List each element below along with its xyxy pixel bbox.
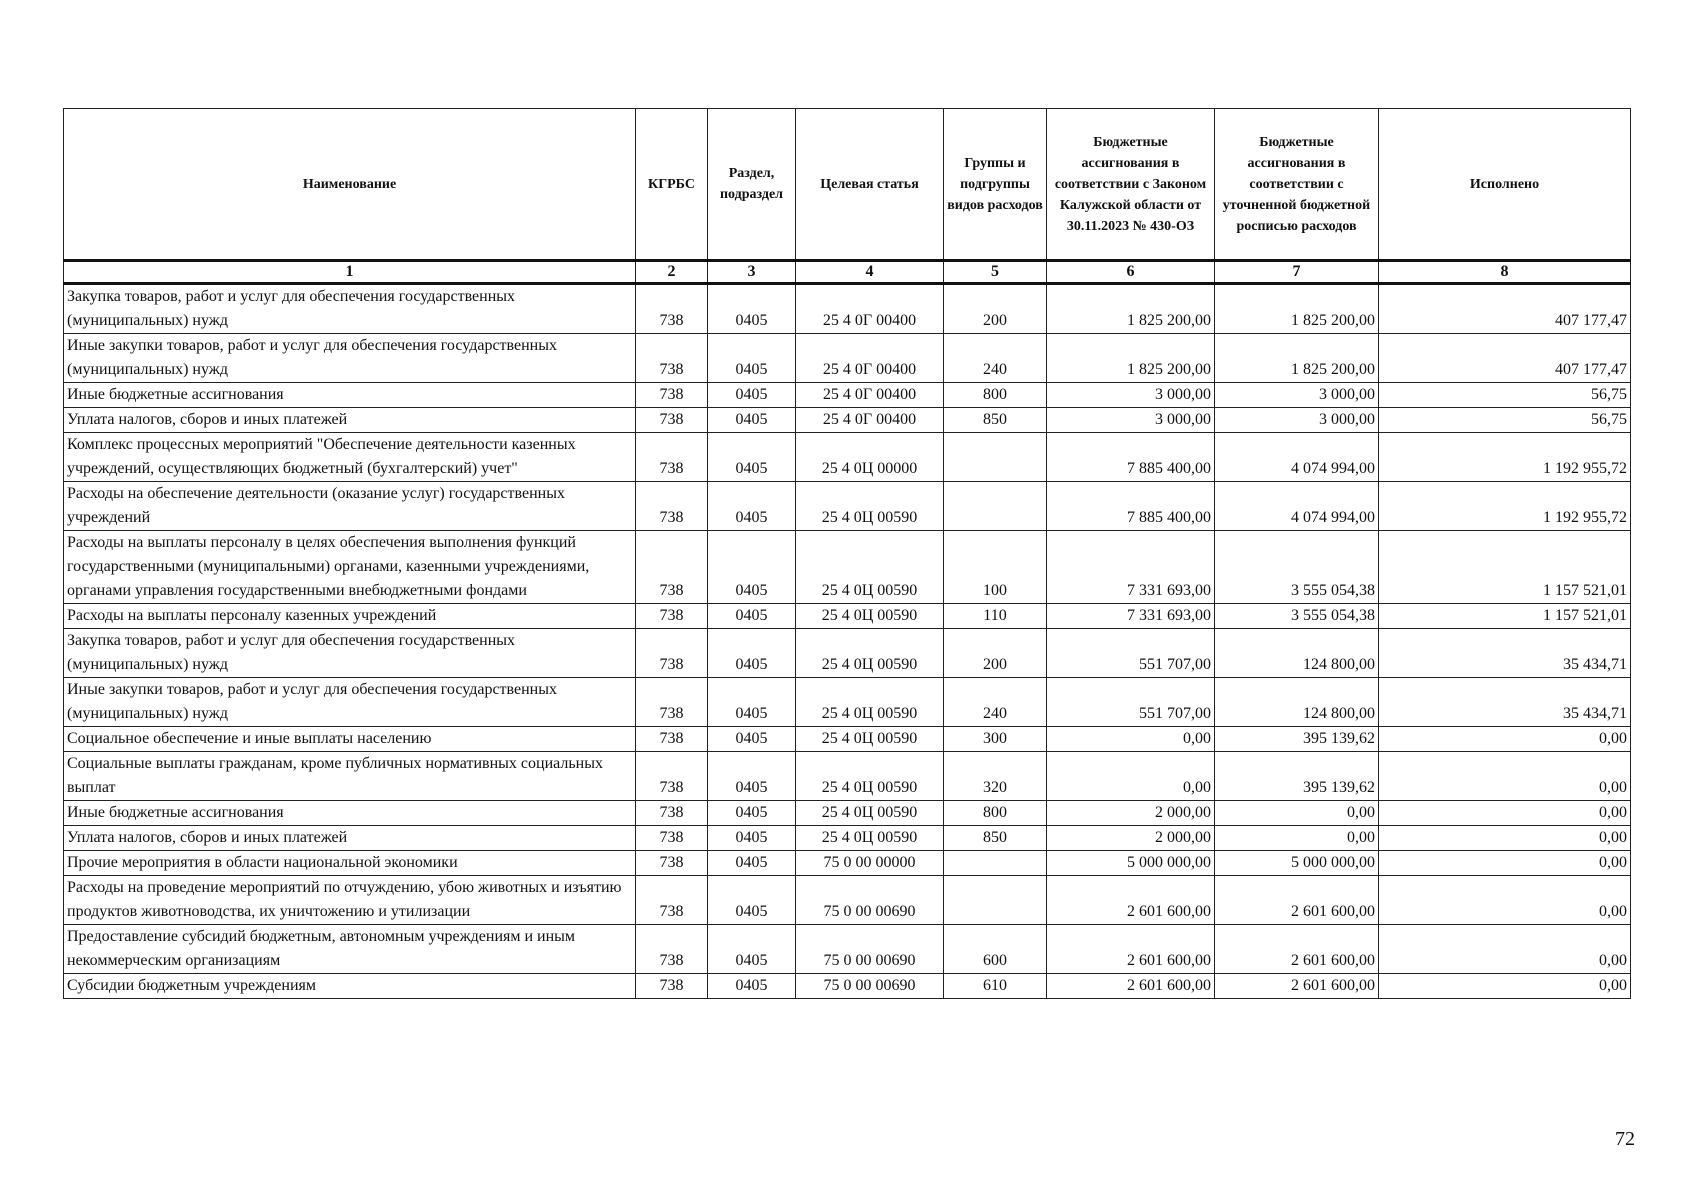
col-header-law-allocation: Бюджетные ассигнования в соответствии с Законом Калужской области от 30.11.2023 № 430-ОЗ xyxy=(1047,109,1215,261)
cell-name: Расходы на проведение мероприятий по отчуждению, убою животных и изъятию продуктов животноводства, их уничтожению и утилизации xyxy=(64,876,636,925)
cell-schedule-allocation: 2 601 600,00 xyxy=(1215,876,1379,925)
cell-expense-type: 610 xyxy=(944,974,1047,999)
cell-name: Предоставление субсидий бюджетным, автономным учреждениям и иным некоммерческим организациям xyxy=(64,925,636,974)
cell-kgrbs: 738 xyxy=(636,531,708,604)
table-row xyxy=(64,678,1631,727)
cell-schedule-allocation: 395 139,62 xyxy=(1215,752,1379,801)
cell-expense-type xyxy=(944,482,1047,531)
col-header-target-article: Целевая статья xyxy=(796,109,944,261)
cell-kgrbs: 738 xyxy=(636,408,708,433)
cell-target-article: 75 0 00 00690 xyxy=(796,974,944,999)
cell-kgrbs: 738 xyxy=(636,727,708,752)
cell-executed: 0,00 xyxy=(1379,876,1631,925)
cell-law-allocation: 0,00 xyxy=(1047,727,1215,752)
table-row xyxy=(64,974,1631,999)
cell-section: 0405 xyxy=(708,678,796,727)
cell-expense-type: 850 xyxy=(944,408,1047,433)
cell-section: 0405 xyxy=(708,433,796,482)
cell-law-allocation: 2 601 600,00 xyxy=(1047,925,1215,974)
table-row xyxy=(64,604,1631,629)
col-number: 6 xyxy=(1047,261,1215,284)
cell-law-allocation: 551 707,00 xyxy=(1047,629,1215,678)
cell-name: Уплата налогов, сборов и иных платежей xyxy=(64,408,636,433)
cell-expense-type: 800 xyxy=(944,801,1047,826)
cell-section: 0405 xyxy=(708,383,796,408)
cell-executed: 0,00 xyxy=(1379,974,1631,999)
cell-law-allocation: 1 825 200,00 xyxy=(1047,284,1215,334)
cell-kgrbs: 738 xyxy=(636,801,708,826)
cell-name: Социальные выплаты гражданам, кроме публичных нормативных социальных выплат xyxy=(64,752,636,801)
cell-schedule-allocation: 3 555 054,38 xyxy=(1215,604,1379,629)
table-row xyxy=(64,482,1631,531)
cell-law-allocation: 3 000,00 xyxy=(1047,383,1215,408)
cell-law-allocation: 551 707,00 xyxy=(1047,678,1215,727)
table-row xyxy=(64,752,1631,801)
table-row xyxy=(64,433,1631,482)
cell-kgrbs: 738 xyxy=(636,876,708,925)
cell-executed: 35 434,71 xyxy=(1379,678,1631,727)
cell-target-article: 25 4 0Г 00400 xyxy=(796,284,944,334)
cell-target-article: 75 0 00 00000 xyxy=(796,851,944,876)
cell-expense-type: 100 xyxy=(944,531,1047,604)
cell-section: 0405 xyxy=(708,727,796,752)
cell-executed: 35 434,71 xyxy=(1379,629,1631,678)
cell-expense-type: 200 xyxy=(944,284,1047,334)
cell-section: 0405 xyxy=(708,531,796,604)
cell-target-article: 75 0 00 00690 xyxy=(796,925,944,974)
cell-kgrbs: 738 xyxy=(636,284,708,334)
cell-schedule-allocation: 5 000 000,00 xyxy=(1215,851,1379,876)
cell-target-article: 25 4 0Ц 00590 xyxy=(796,752,944,801)
cell-schedule-allocation: 3 555 054,38 xyxy=(1215,531,1379,604)
col-number: 8 xyxy=(1379,261,1631,284)
cell-kgrbs: 738 xyxy=(636,383,708,408)
cell-name: Закупка товаров, работ и услуг для обеспечения государственных (муниципальных) нужд xyxy=(64,284,636,334)
cell-kgrbs: 738 xyxy=(636,604,708,629)
col-number: 1 xyxy=(64,261,636,284)
col-header-expense-type: Группы и подгруппы видов расходов xyxy=(944,109,1047,261)
cell-executed: 1 192 955,72 xyxy=(1379,433,1631,482)
cell-schedule-allocation: 2 601 600,00 xyxy=(1215,925,1379,974)
cell-expense-type: 850 xyxy=(944,826,1047,851)
cell-executed: 56,75 xyxy=(1379,408,1631,433)
cell-name: Закупка товаров, работ и услуг для обеспечения государственных (муниципальных) нужд xyxy=(64,629,636,678)
cell-executed: 0,00 xyxy=(1379,826,1631,851)
cell-target-article: 25 4 0Г 00400 xyxy=(796,408,944,433)
cell-schedule-allocation: 1 825 200,00 xyxy=(1215,334,1379,383)
cell-target-article: 25 4 0Ц 00590 xyxy=(796,604,944,629)
cell-target-article: 25 4 0Ц 00590 xyxy=(796,678,944,727)
cell-name: Расходы на обеспечение деятельности (оказание услуг) государственных учреждений xyxy=(64,482,636,531)
cell-section: 0405 xyxy=(708,629,796,678)
cell-expense-type: 200 xyxy=(944,629,1047,678)
col-header-section: Раздел, подраздел xyxy=(708,109,796,261)
cell-schedule-allocation: 4 074 994,00 xyxy=(1215,482,1379,531)
cell-section: 0405 xyxy=(708,408,796,433)
table-row xyxy=(64,334,1631,383)
cell-executed: 1 157 521,01 xyxy=(1379,604,1631,629)
budget-table xyxy=(63,108,1631,999)
table-row xyxy=(64,925,1631,974)
cell-executed: 1 157 521,01 xyxy=(1379,531,1631,604)
cell-executed: 0,00 xyxy=(1379,727,1631,752)
cell-executed: 407 177,47 xyxy=(1379,334,1631,383)
cell-target-article: 25 4 0Ц 00590 xyxy=(796,826,944,851)
cell-law-allocation: 7 885 400,00 xyxy=(1047,433,1215,482)
cell-name: Субсидии бюджетным учреждениям xyxy=(64,974,636,999)
cell-target-article: 25 4 0Г 00400 xyxy=(796,383,944,408)
cell-section: 0405 xyxy=(708,334,796,383)
cell-expense-type xyxy=(944,876,1047,925)
cell-schedule-allocation: 2 601 600,00 xyxy=(1215,974,1379,999)
cell-section: 0405 xyxy=(708,284,796,334)
cell-kgrbs: 738 xyxy=(636,974,708,999)
cell-law-allocation: 7 331 693,00 xyxy=(1047,531,1215,604)
col-number: 4 xyxy=(796,261,944,284)
cell-executed: 0,00 xyxy=(1379,801,1631,826)
cell-kgrbs: 738 xyxy=(636,629,708,678)
cell-law-allocation: 2 601 600,00 xyxy=(1047,876,1215,925)
cell-kgrbs: 738 xyxy=(636,678,708,727)
cell-kgrbs: 738 xyxy=(636,851,708,876)
table-row xyxy=(64,531,1631,604)
cell-law-allocation: 1 825 200,00 xyxy=(1047,334,1215,383)
cell-target-article: 75 0 00 00690 xyxy=(796,876,944,925)
cell-executed: 0,00 xyxy=(1379,925,1631,974)
table-body xyxy=(64,284,1631,999)
cell-section: 0405 xyxy=(708,974,796,999)
cell-name: Расходы на выплаты персоналу в целях обеспечения выполнения функций государственными (муниципальными) органами, казенными учреждениями, органами управления государственными внебюджетными фондами xyxy=(64,531,636,604)
cell-kgrbs: 738 xyxy=(636,826,708,851)
cell-kgrbs: 738 xyxy=(636,433,708,482)
cell-schedule-allocation: 1 825 200,00 xyxy=(1215,284,1379,334)
cell-name: Комплекс процессных мероприятий "Обеспечение деятельности казенных учреждений, осуществляющих бюджетный (бухгалтерский) учет" xyxy=(64,433,636,482)
cell-executed: 1 192 955,72 xyxy=(1379,482,1631,531)
cell-law-allocation: 2 000,00 xyxy=(1047,801,1215,826)
table-row xyxy=(64,851,1631,876)
cell-name: Иные бюджетные ассигнования xyxy=(64,801,636,826)
cell-section: 0405 xyxy=(708,925,796,974)
col-header-schedule-allocation: Бюджетные ассигнования в соответствии с уточненной бюджетной росписью расходов xyxy=(1215,109,1379,261)
page-number: 72 xyxy=(1615,1128,1635,1150)
cell-law-allocation: 7 885 400,00 xyxy=(1047,482,1215,531)
cell-law-allocation: 5 000 000,00 xyxy=(1047,851,1215,876)
cell-target-article: 25 4 0Г 00400 xyxy=(796,334,944,383)
cell-schedule-allocation: 4 074 994,00 xyxy=(1215,433,1379,482)
cell-kgrbs: 738 xyxy=(636,482,708,531)
cell-name: Расходы на выплаты персоналу казенных учреждений xyxy=(64,604,636,629)
cell-target-article: 25 4 0Ц 00590 xyxy=(796,531,944,604)
cell-kgrbs: 738 xyxy=(636,752,708,801)
table-row xyxy=(64,876,1631,925)
cell-name: Прочие мероприятия в области национальной экономики xyxy=(64,851,636,876)
cell-target-article: 25 4 0Ц 00590 xyxy=(796,629,944,678)
cell-expense-type: 110 xyxy=(944,604,1047,629)
cell-name: Уплата налогов, сборов и иных платежей xyxy=(64,826,636,851)
table-row xyxy=(64,629,1631,678)
cell-law-allocation: 0,00 xyxy=(1047,752,1215,801)
col-number: 3 xyxy=(708,261,796,284)
cell-name: Иные закупки товаров, работ и услуг для обеспечения государственных (муниципальных) нужд xyxy=(64,334,636,383)
col-number: 2 xyxy=(636,261,708,284)
table-row xyxy=(64,408,1631,433)
cell-target-article: 25 4 0Ц 00590 xyxy=(796,482,944,531)
cell-name: Социальное обеспечение и иные выплаты населению xyxy=(64,727,636,752)
header-row xyxy=(64,109,1631,261)
cell-section: 0405 xyxy=(708,604,796,629)
cell-section: 0405 xyxy=(708,851,796,876)
table-row xyxy=(64,801,1631,826)
cell-executed: 0,00 xyxy=(1379,752,1631,801)
table-row xyxy=(64,727,1631,752)
table-row xyxy=(64,826,1631,851)
cell-section: 0405 xyxy=(708,826,796,851)
cell-target-article: 25 4 0Ц 00000 xyxy=(796,433,944,482)
cell-schedule-allocation: 0,00 xyxy=(1215,801,1379,826)
col-header-kgrbs: КГРБС xyxy=(636,109,708,261)
col-number: 5 xyxy=(944,261,1047,284)
cell-schedule-allocation: 124 800,00 xyxy=(1215,678,1379,727)
cell-law-allocation: 2 000,00 xyxy=(1047,826,1215,851)
cell-schedule-allocation: 395 139,62 xyxy=(1215,727,1379,752)
cell-expense-type xyxy=(944,433,1047,482)
cell-expense-type: 320 xyxy=(944,752,1047,801)
cell-executed: 56,75 xyxy=(1379,383,1631,408)
cell-section: 0405 xyxy=(708,482,796,531)
cell-target-article: 25 4 0Ц 00590 xyxy=(796,727,944,752)
cell-expense-type xyxy=(944,851,1047,876)
cell-law-allocation: 3 000,00 xyxy=(1047,408,1215,433)
column-number-row xyxy=(64,261,1631,284)
cell-name: Иные закупки товаров, работ и услуг для обеспечения государственных (муниципальных) нужд xyxy=(64,678,636,727)
cell-law-allocation: 7 331 693,00 xyxy=(1047,604,1215,629)
cell-section: 0405 xyxy=(708,801,796,826)
cell-section: 0405 xyxy=(708,752,796,801)
cell-expense-type: 300 xyxy=(944,727,1047,752)
cell-executed: 0,00 xyxy=(1379,851,1631,876)
table-row xyxy=(64,383,1631,408)
cell-kgrbs: 738 xyxy=(636,925,708,974)
cell-section: 0405 xyxy=(708,876,796,925)
cell-expense-type: 600 xyxy=(944,925,1047,974)
cell-executed: 407 177,47 xyxy=(1379,284,1631,334)
cell-schedule-allocation: 0,00 xyxy=(1215,826,1379,851)
cell-expense-type: 240 xyxy=(944,678,1047,727)
cell-kgrbs: 738 xyxy=(636,334,708,383)
cell-expense-type: 800 xyxy=(944,383,1047,408)
cell-schedule-allocation: 3 000,00 xyxy=(1215,408,1379,433)
col-header-executed: Исполнено xyxy=(1379,109,1631,261)
col-header-name: Наименование xyxy=(64,109,636,261)
cell-schedule-allocation: 124 800,00 xyxy=(1215,629,1379,678)
col-number: 7 xyxy=(1215,261,1379,284)
cell-target-article: 25 4 0Ц 00590 xyxy=(796,801,944,826)
cell-law-allocation: 2 601 600,00 xyxy=(1047,974,1215,999)
cell-schedule-allocation: 3 000,00 xyxy=(1215,383,1379,408)
cell-expense-type: 240 xyxy=(944,334,1047,383)
table-row xyxy=(64,284,1631,334)
cell-name: Иные бюджетные ассигнования xyxy=(64,383,636,408)
